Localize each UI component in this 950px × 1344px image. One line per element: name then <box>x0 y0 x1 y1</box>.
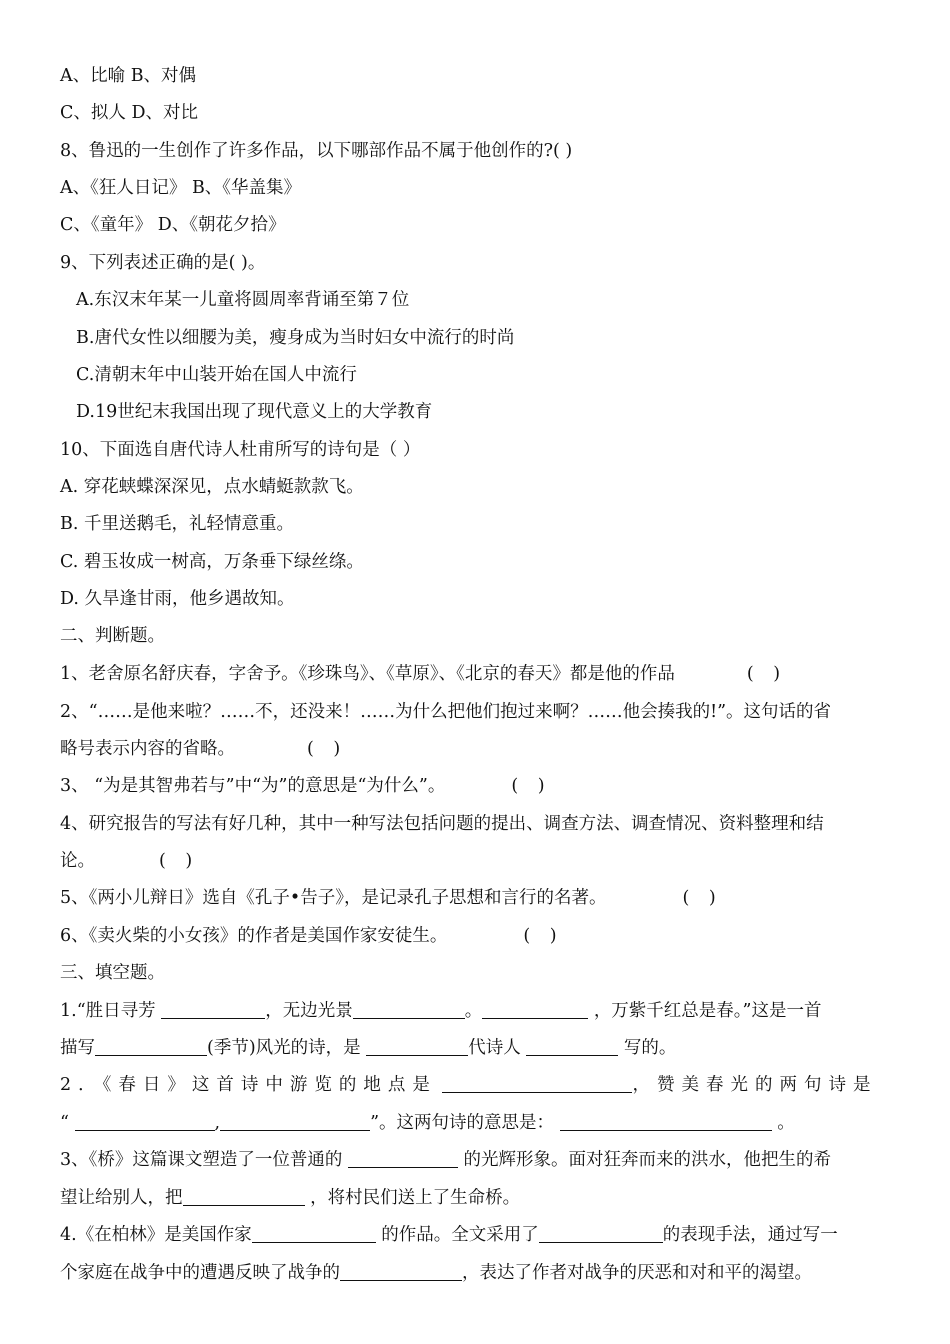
fill-2-text-f: 。 <box>777 1113 795 1133</box>
q10-option-a: A. 穿花蛱蝶深深见，点水蜻蜓款款飞。 <box>60 477 364 497</box>
fill-item-4-line2 <box>60 1261 812 1285</box>
q8-options-ab: A、《狂人日记》 B、《华盖集》 <box>60 178 302 198</box>
fill-2-text-c: “ <box>60 1113 69 1133</box>
fill-2-blank-3[interactable] <box>220 1112 370 1131</box>
fill-1-text-a: 1.“胜日寻芳 <box>60 1001 156 1021</box>
judge-item-5-text: 5、《两小儿辩日》选自《孔子•告子》，是记录孔子思想和言行的名著。 <box>60 888 607 908</box>
judge-item-5-bracket[interactable]: ( ) <box>682 888 716 908</box>
q10-option-c: C. 碧玉妆成一树高，万条垂下绿丝绦。 <box>60 552 364 572</box>
fill-2-blank-1[interactable] <box>442 1074 632 1093</box>
fill-1-text-d: ，万紫千红总是春。”这是一首 <box>593 1001 822 1021</box>
judge-item-1-bracket[interactable]: ( ) <box>746 664 781 684</box>
judge-item-3 <box>60 774 545 798</box>
fill-1-blank-6[interactable] <box>526 1037 618 1056</box>
judge-item-5 <box>60 886 716 910</box>
fill-3-text-a: 3、《桥》这篇课文塑造了一位普通的 <box>60 1150 343 1170</box>
section2-title: 二、判断题。 <box>60 626 165 646</box>
fill-1-text-b: ，无边光景 <box>265 1001 353 1021</box>
fill-1-text-e: 描写 <box>60 1038 95 1058</box>
q7-options-cd: C、拟人 D、对比 <box>60 103 198 123</box>
fill-item-1-line1 <box>60 999 822 1023</box>
judge-item-3-bracket[interactable]: ( ) <box>511 776 545 796</box>
judge-item-4-line2 <box>60 849 192 873</box>
fill-4-text-b: 的作品。全文采用了 <box>381 1225 539 1245</box>
q9-option-d: D.19世纪末我国出现了现代意义上的大学教育 <box>76 402 433 422</box>
fill-2-text-e: ”。这两句诗的意思是： <box>370 1113 555 1133</box>
fill-3-text-d: ，将村民们送上了生命桥。 <box>310 1188 521 1208</box>
fill-1-text-c: 。 <box>464 1001 483 1021</box>
fill-1-blank-5[interactable] <box>366 1037 468 1056</box>
q8-options-cd: C、《童年》 D、《朝花夕拾》 <box>60 215 286 235</box>
judge-item-2-text: 略号表示内容的省略。 <box>60 739 235 759</box>
fill-1-text-g: 代诗人 <box>468 1038 521 1058</box>
judge-item-2-line2 <box>60 737 340 761</box>
section3-title: 三、填空题。 <box>60 963 165 983</box>
q9-option-c: C.清朝末年中山装开始在国人中流行 <box>76 365 357 385</box>
fill-item-3-line1 <box>60 1148 831 1172</box>
judge-item-6-text: 6、《卖火柴的小女孩》的作者是美国作家安徒生。 <box>60 926 448 946</box>
q9-option-a: A.东汉末年某一儿童将圆周率背诵至第７位 <box>76 290 410 310</box>
fill-4-blank-3[interactable] <box>340 1262 462 1281</box>
fill-4-blank-2[interactable] <box>539 1224 663 1243</box>
judge-item-2-line1: 2、“……是他来啦？……不，还没来！……为什么把他们抱过来啊？……他会揍我的!”。这句话的省 <box>60 702 832 722</box>
fill-2-blank-2[interactable] <box>75 1112 215 1131</box>
fill-2-text-a: 2．《春日》这首诗中游览的地点是 <box>60 1075 437 1095</box>
fill-4-blank-1[interactable] <box>252 1224 376 1243</box>
fill-4-text-e: ，表达了作者对战争的厌恶和对和平的渴望。 <box>462 1263 812 1283</box>
judge-item-1-text: 1、老舍原名舒庆春，字舍予。《珍珠鸟》、《草原》、《北京的春天》都是他的作品 <box>60 664 675 684</box>
judge-item-4-bracket[interactable]: ( ) <box>159 851 193 871</box>
fill-item-4-line1 <box>60 1223 838 1247</box>
judge-item-6 <box>60 924 557 948</box>
q10-option-b: B. 千里送鹅毛，礼轻情意重。 <box>60 514 294 534</box>
judge-item-1 <box>60 662 780 686</box>
fill-item-2-line1 <box>60 1073 877 1097</box>
fill-2-blank-4[interactable] <box>560 1112 772 1131</box>
fill-1-blank-3[interactable] <box>482 1000 588 1019</box>
fill-1-blank-2[interactable] <box>353 1000 465 1019</box>
q9-question: 9、下列表述正确的是( )。 <box>60 253 266 273</box>
judge-item-4-text: 论。 <box>60 851 95 871</box>
fill-1-blank-4[interactable] <box>95 1037 207 1056</box>
fill-3-text-b: 的光辉形象。面对狂奔而来的洪水，他把生的希 <box>463 1150 832 1170</box>
q9-option-b: B.唐代女性以细腰为美，瘦身成为当时妇女中流行的时尚 <box>76 328 515 348</box>
fill-item-1-line2 <box>60 1036 676 1060</box>
q7-options-ab: A、比喻 B、对偶 <box>60 66 197 86</box>
fill-2-text-d: , <box>214 1113 221 1133</box>
judge-item-2-bracket[interactable]: ( ) <box>307 739 341 759</box>
fill-4-text-c: 的表现手法，通过写一 <box>662 1225 838 1245</box>
fill-1-text-h: 写的。 <box>623 1038 677 1058</box>
fill-item-2-line2 <box>60 1111 795 1135</box>
fill-3-blank-1[interactable] <box>348 1149 458 1168</box>
fill-1-blank-1[interactable] <box>161 1000 265 1019</box>
fill-3-blank-2[interactable] <box>183 1187 305 1206</box>
fill-4-text-d: 个家庭在战争中的遭遇反映了战争的 <box>60 1263 340 1283</box>
judge-item-6-bracket[interactable]: ( ) <box>523 926 557 946</box>
q10-option-d: D. 久旱逢甘雨，他乡遇故知。 <box>60 589 295 609</box>
fill-2-text-b: ，赞美春光的两句诗是 <box>632 1075 878 1095</box>
fill-4-text-a: 4.《在柏林》是美国作家 <box>60 1225 252 1245</box>
q8-question: 8、鲁迅的一生创作了许多作品，以下哪部作品不属于他创作的?( ) <box>60 141 573 161</box>
fill-1-text-f: (季节)风光的诗，是 <box>207 1038 361 1058</box>
fill-3-text-c: 望让给别人，把 <box>60 1188 183 1208</box>
judge-item-4-line1: 4、研究报告的写法有好几种，其中一种写法包括问题的提出、调查方法、调查情况、资料整理和结 <box>60 814 824 834</box>
judge-item-3-text: 3、 “为是其智弗若与”中“为”的意思是“为什么”。 <box>60 776 446 796</box>
fill-item-3-line2 <box>60 1186 520 1210</box>
q10-question: 10、下面选自唐代诗人杜甫所写的诗句是（ ） <box>60 440 421 460</box>
